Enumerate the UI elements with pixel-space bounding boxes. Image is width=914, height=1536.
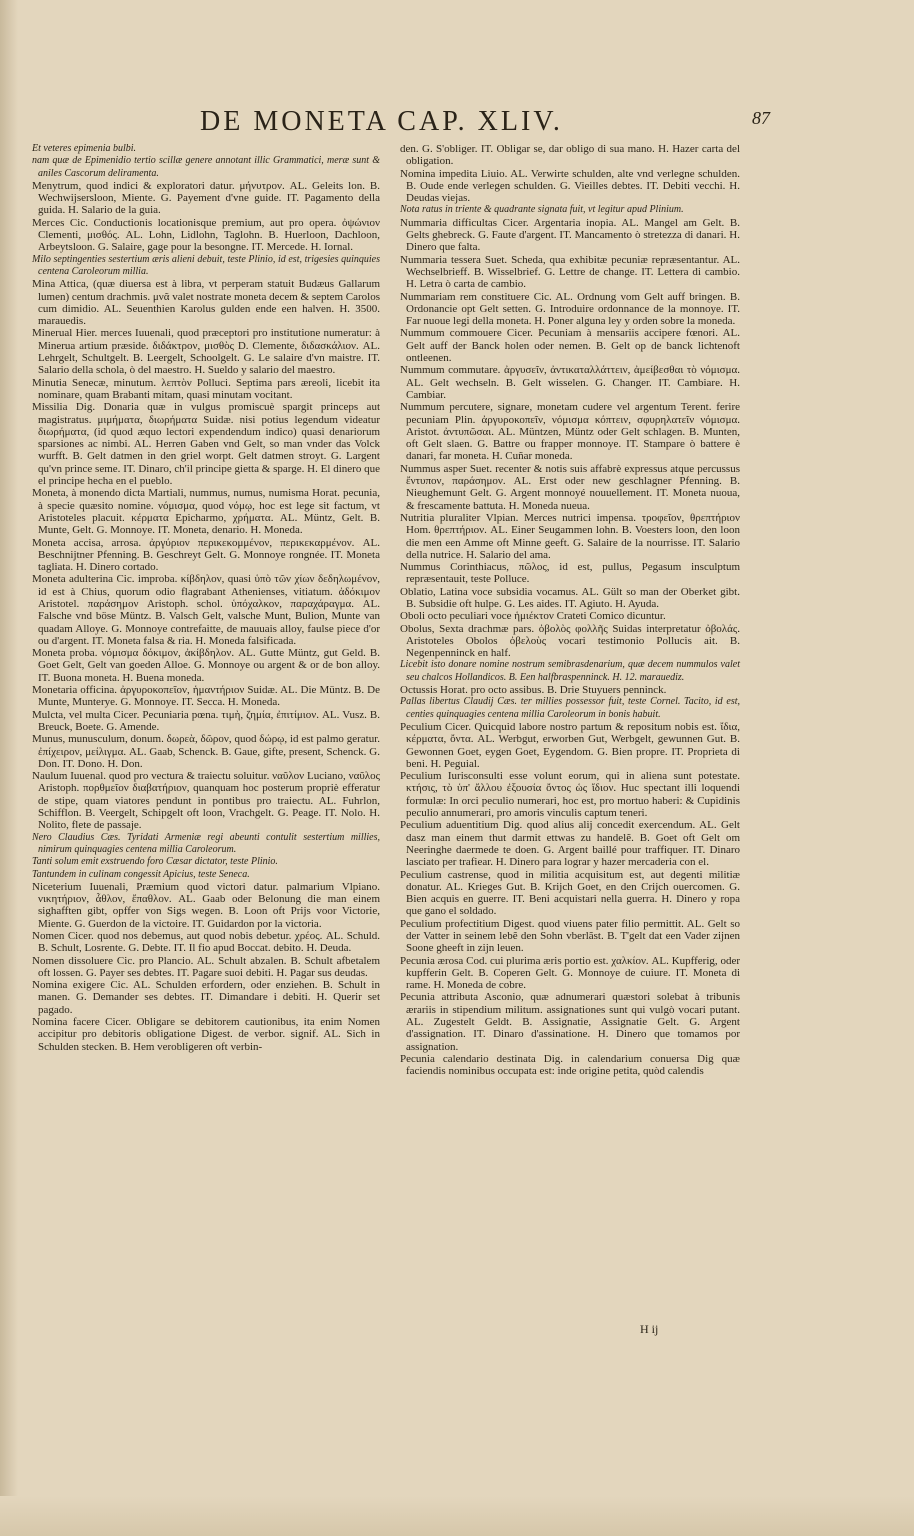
dictionary-entry: Pallas libertus Claudij Cæs. ter millies possessor fuit, teste Cornel. Tacito, id est, centies quinquagies centena millia Caroleorum in bonis habuit. [400,696,740,720]
signature-mark: H ij [640,1322,659,1336]
dictionary-entry: Nutritia pluraliter Vlpian. Merces nutrici impensa. τροφεῖον, θρεπτήριον Hom. θρεπτήριον. AL. Einer Seugammen lohn. B. Voesters loon, den loon die men een Amme oft Minne geeft. G. Salaire de la nourrisse. IT. Salario della nutrice. H. Salario del ama. [400,511,740,561]
dictionary-entry: Moneta adulterina Cic. improba. κίβδηλον, quasi ὑπὸ τῶν χίων δεδηλωμένον, id est à Chius, quorum odio flagrabant Athenienses, vitiatum. ἀδόκιμον Aristotel. παράσημον Aristoph. schol. ὑπόχαλκον, παραχάραγμα. AL. Falsche vnd böse Müntz. B. Valsch Gelt, valsche Munt, Bulion, Munte van quadam Alloye. G. Monnoye contrefaitte, de mauuais alloy, faulse piece d'or ou d'argent. IT. Moneta falsa & ria. H. Moneda falsificada. [32,573,380,647]
dictionary-entry: Obolus, Sexta drachmæ pars. ὀβολὸς φολλῆς Suidas interpretatur ὀβολάς. Aristoteles Obolos ὀβελοὺς vocari testimonio Pollucis ait. B. Negenpenninck en half. [400,622,740,660]
dictionary-entry: Oblatio, Latina voce subsidia vocamus. AL. Gült so man der Oberket gibt. B. Subsidie oft hulpe. G. Les aides. IT. Agiuto. H. Ayuda. [400,585,740,610]
dictionary-entry: Pecunia ærosa Cod. cui plurima æris portio est. χαλκίον. AL. Kupfferig, oder kupfferin Gelt. B. Coperen Gelt. G. Monnoye de cuiure. IT. Moneta di rame. H. Moneda de cobre. [400,954,740,992]
dictionary-entry: Mulcta, vel multa Cicer. Pecuniaria pœna. τιμὴ, ζημία, ἐπιτίμιον. AL. Vusz. B. Breuck, Boete. G. Amende. [32,708,380,733]
dictionary-entry: Nummaria tessera Suet. Scheda, qua exhibitæ pecuniæ repræsentantur. AL. Wechselbrieff. B. Wisselbrief. G. Lettre de change. IT. Lettera di cambio. H. Letra ò carta de cambio. [400,253,740,291]
dictionary-entry: Nummus asper Suet. recenter & notis suis affabrè expressus atque percussus ἔντυπον, παράσημον. AL. Erst oder new geschlagner Pfenning. B. Nieughemunt Gelt. G. Argent monnoyé nouuellement. IT. Moneta nuoua, & frescamente battuta. H. Moneda nueua. [400,462,740,512]
dictionary-entry: Nomen Cicer. quod nos debemus, aut quod nobis debetur. χρέος. AL. Schuld. B. Schult, Losrente. G. Debte. IT. Il fio apud Boccat. debito. H. Deuda. [32,930,380,955]
dictionary-entry: Nomina facere Cicer. Obligare se debitorem cautionibus, ita enim Nomen accipitur pro debitoris obligatione Digest. de verbor. signif. AL. Sich in Schulden stecken. B. Hem verobligeren oft verbin- [32,1016,380,1053]
dictionary-entry: Missilia Dig. Donaria quæ in vulgus promiscuè spargit princeps aut magistratus. μιμήματα, διωρήματα Suidæ. nisi potius legendum videatur διωρήματα, (id quod æquo lectori expendendum indico) quasi denariorum sparsiones ac nimbi. AL. Herren Gaben vnd Gelt, so man vnder das Volck wurfft. B. Gelt datmen in den griel worpt. Gelt datmen stroyt. G. Largent qu'vn prince seme. IT. Dinaro, ch'il principe gietta & sparge. H. El dinero que el principe hecha en el pueblo. [32,401,380,488]
dictionary-entry: Nummus Corinthiacus, πῶλος, id est, pullus, Pegasum insculptum repræsentauit, teste Polluce. [400,561,740,586]
dictionary-entry: Octussis Horat. pro octo assibus. B. Drie Stuyuers penninck. [400,684,667,697]
dictionary-entry: Nummum commutare. ἀργυσεῖν, ἀντικαταλλάττειν, ἀμείβεσθαι τὸ νόμισμα. AL. Gelt wechseln. B. Gelt wisselen. G. Changer. IT. Cambiare. H. Cambiar. [400,364,740,401]
page-bottom-margin [0,1496,914,1536]
page-header [200,106,770,142]
dictionary-entry: Licebit isto donare nomine nostrum semibrasdenarium, quæ decem nummulos valet seu chalcos Hollandicos. B. Een halfbraspenninck. H. 12. marauediz. [400,659,740,683]
dictionary-entry: Tantundem in culinam congessit Apicius, teste Seneca. [32,868,250,880]
dictionary-entry: Moneta proba. νόμισμα δόκιμον, ἀκίβδηλον. AL. Gutte Müntz, gut Geld. B. Goet Gelt, Gelt van goeden Alloe. G. Monnoye ou argent & or de bon alloy. IT. Buona moneta. H. Buena moneda. [32,647,380,684]
dictionary-entry: Peculium aduentitium Dig. quod alius alij concedit exercendum. AL. Gelt dasz man einem thut darmit ettwas zu handelẽ. B. Goet oft Gelt om Neeringhe daermede te doen. G. Argent baillé pour traffiquer. IT. Dinaro lasciato per trafiear. H. Dinero para lograr y hazer mercaderia con el. [400,819,740,869]
dictionary-entry: Minutia Senecæ, minutum. λεπτὸν Polluci. Septima pars æreoli, licebit ita nominare, quam Brabanti mitam, quasi minutam vocitant. [32,376,380,401]
dictionary-entry: Nomina impedita Liuio. AL. Verwirte schulden, alte vnd verlegne schulden. B. Oude ende verlegen schulden. G. Vieilles debtes. IT. Debiti vecchi. H. Deudas viejas. [400,167,740,205]
dictionary-entry: Peculium Cicer. Quicquid labore nostro partum & repositum nobis est. ἴδια, κέρματα, ὄντα. AL. Werbgut, erworben Gut, Werbgelt, gewunnen Gut. B. Gewonnen Goet, eygen Goet, Eygendom. G. Bien propre. IT. Proprieta di beni. H. Peguial. [400,720,740,770]
dictionary-entry: Niceterium Iuuenali, Præmium quod victori datur. palmarium Vlpiano. νικητήριον, ἆθλον, ἔπαθλον. AL. Gaab oder Belonung die man einem sighafften gibt, opffer von Sigs wegen. B. Loon oft Prijs voor Victorie, Miente. G. Guerdon de la victoire. IT. Guidardon por la victoria. [32,880,380,930]
dictionary-entry: nam quæ de Epimenidio tertio scillæ genere annotant illic Grammatici, meræ sunt & aniles Cascorum deliramenta. [32,155,380,179]
dictionary-entry: Nummum commouere Cicer. Pecuniam à mensariis accipere fœnori. AL. Gelt auff der Banck holen oder nemen. B. Gelt op de banck lichtenoft ontleenen. [400,327,740,365]
dictionary-entry: Naulum Iuuenal. quod pro vectura & traiectu soluitur. ναῦλον Luciano, ναῦλος Aristoph. πορθμεῖον διαβατήριον, quanquam hoc posterum propriè efferatur de stipe, quam viatores pendunt in pontibus pro traiectu. AL. Fuhrlon, Schifflon. B. Veergelt, Schipgelt oft loon, Vrachgelt. G. Peage. IT. Nolo. H. Nolito, flete de passaje. [32,770,380,832]
dictionary-entry: Nummariam rem constituere Cic. AL. Ordnung vom Gelt auff bringen. B. Ordonancie opt Gelt setten. G. Introduire ordonnance de la monnoye. IT. Far nuoue legi della moneta. H. Poner alguna ley y orden sobre la moneda. [400,290,740,328]
dictionary-entry: Peculium profectitium Digest. quod viuens pater filio permittit. AL. Gelt so der Vatter in seinem lebẽ den Sohn vberlãst. B. T'gelt dat een Vader zijnen Soone gheeft in zijn leuen. [400,917,740,955]
dictionary-entry: Moneta accisa, arrosa. ἀργύριον περικεκομμένον, περικεκαρμένον. AL. Beschnijtner Pfenning. B. Geschreyt Gelt. G. Monnoye rongnée. IT. Moneta tagliata. H. Dinero cortado. [32,536,380,574]
dictionary-entry: Peculium Iurisconsulti esse volunt eorum, qui in aliena sunt potestate. κτήσις, τὸ ὑπ' ἄλλου ἐξουσία ὄντος ὡς ἴδιον. Huc spectant illi loquendi formulæ: In orci peculio numerari, hoc est, pro mortuo haberi: & Cupidinis peculio annumerari, pro amoris vinculis captum teneri. [400,770,740,820]
dictionary-entry: Mina Attica, (quæ diuersa est à libra, vt perperam statuit Budæus Gallarum lumen) centum drachmis. μνᾶ valet nostrate moneta decem & septem Carolos cum dimidio. AL. Seuenthien Karolus gulden ende een halven. H. 3500. marauedis. [32,278,380,328]
dictionary-entry: Pecunia calendario destinata Dig. in calendarium conuersa Dig quæ faciendis nominibus occupata est: inde origine petita, quòd calendis [400,1052,740,1078]
dictionary-entry: Moneta, à monendo dicta Martiali, nummus, numus, numisma Horat. pecunia, à specie quæsito nomine. νόμισμα, quod νόμῳ, hoc est lege sit factum, vt Aristoteles placuit. κέρματα Epicharmo, χρήματα. AL. Müntz, Gelt. B. Munte, Gelt. G. Monnoye. IT. Moneta, denario. H. Moneda. [32,487,380,537]
right-column [400,143,740,1078]
dictionary-entry: Tanti solum emit exstruendo foro Cæsar dictator, teste Plinio. [32,856,278,868]
dictionary-entry: Peculium castrense, quod in militia acquisitum est, aut degenti militiæ donatur. AL. Krieges Gut. B. Krijch Goet, en den Crijch ouercomen. G. Bien acquis en guerre. IT. Beni acquistari nella guerra. H. Dinero y ropa que gano el soldado. [400,868,740,918]
dictionary-entry: Monetaria officina. ἀργυροκοπεῖον, ἡμαντήριον Suidæ. AL. Die Müntz. B. De Munte, Munterye. G. Monnoye. IT. Secca. H. Moneda. [32,684,380,709]
dictionary-entry: Munus, munusculum, donum. δωρεὰ, δῶρον, quod δώρῳ, id est palmo geratur. ἐπίχειρον, μείλιγμα. AL. Gaab, Schenck. B. Gaue, gifte, present, Schenck. G. Don. IT. Dono. H. Don. [32,733,380,770]
dictionary-entry: Nero Claudius Cæs. Tyridati Armeniæ regi abeunti contulit sestertium millies, nimirum quinquagies centena millia Caroleorum. [32,831,380,855]
dictionary-entry: Minerual Hier. merces Iuuenali, quod præceptori pro institutione numeratur: à Minerua artium præside. διδάκτρον, μισθὸς D. Clemente, διδασκάλιον. AL. Lehrgelt, Schultgelt. B. Leergelt, Schoolgelt. G. Le salaire d'vn maistre. IT. Salario della schola, ò del maestro. H. Sueldo y salario del maestro. [32,327,380,377]
dictionary-entry: Nummaria difficultas Cicer. Argentaria inopia. AL. Mangel am Gelt. B. Gelts ghebreck. G. Faute d'argent. IT. Mancamento ò stretezza di danari. H. Dinero que falta. [400,216,740,254]
dictionary-entry: Nota ratus in triente & quadrante signata fuit, vt legitur apud Plinium. [400,204,684,216]
dictionary-entry: Nomina exigere Cic. AL. Schulden erfordern, oder enziehen. B. Schult in manen. G. Demander ses debtes. IT. Dimandare i debiti. H. Querir set pagado. [32,979,380,1016]
dictionary-entry: Milo septingenties sestertium æris alieni debuit, teste Plinio, id est, trigesies quinquies centena Caroleorum millia. [32,253,380,277]
left-column [32,143,380,1053]
running-title: DE MONETA CAP. XLIV. [200,106,563,137]
page-gutter-shadow [0,0,18,1536]
dictionary-entry: Nomen dissoluere Cic. pro Plancio. AL. Schult abzalen. B. Schult afbetalem oft lossen. G. Payer ses debtes. IT. Pagare suoi debiti. H. Pagar sus deudas. [32,954,380,979]
dictionary-entry: den. G. S'obliger. IT. Obligar se, dar obligo di sua mano. H. Hazer carta del obligation. [400,143,740,168]
dictionary-entry: Merces Cic. Conductionis locationisque premium, aut pro opera. ὀψώνιον Clementi, μισθός. AL. Lohn, Lidlohn, Taglohn. B. Huerloon, Dachloon, Arbeytsloon. G. Salaire, gage pour la besongne. IT. Mercede. H. Iornal. [32,216,380,254]
page-number: 87 [752,108,770,128]
dictionary-entry: Pecunia attributa Asconio, quæ adnumerari quæstori solebat à tribunis ærariis in stipendium militum. assignationes sunt qui vulgò vocari putant. AL. Zugestelt Geldt. B. Assignatie, Assignatie Gelt. G. Argent d'assignation. IT. Dinaro d'assinatione. H. Dinero que tomamos por assignation. [400,991,740,1053]
dictionary-entry: Oboli octo peculiari voce ἡμιέκτον Crateti Comico dicuntur. [400,610,666,623]
dictionary-entry: Nummum percutere, signare, monetam cudere vel argentum Terent. ferire pecuniam Plin. ἀργυροκοπεῖν, νόμισμα κόπτειν, σφυρηλατεῖν νόμισμα. Aristot. ἀντυπῶσαι. AL. Müntzen, Müntz oder Gelt schlagen. B. Munten, oft Gelt slaen. G. Battre ou frapper monnoye. IT. Stampare ò battere è danari, far moneta. H. Cuñar moneda. [400,401,740,463]
dictionary-entry: Menytrum, quod indici & exploratori datur. μήνυτρον. AL. Geleits lon. B. Wechwijsersloon, Miente. G. Payement d'vne guide. IT. Pagamento della guida. H. Salario de la guia. [32,179,380,217]
dictionary-entry: Et veteres epimenia bulbi. [32,143,137,154]
